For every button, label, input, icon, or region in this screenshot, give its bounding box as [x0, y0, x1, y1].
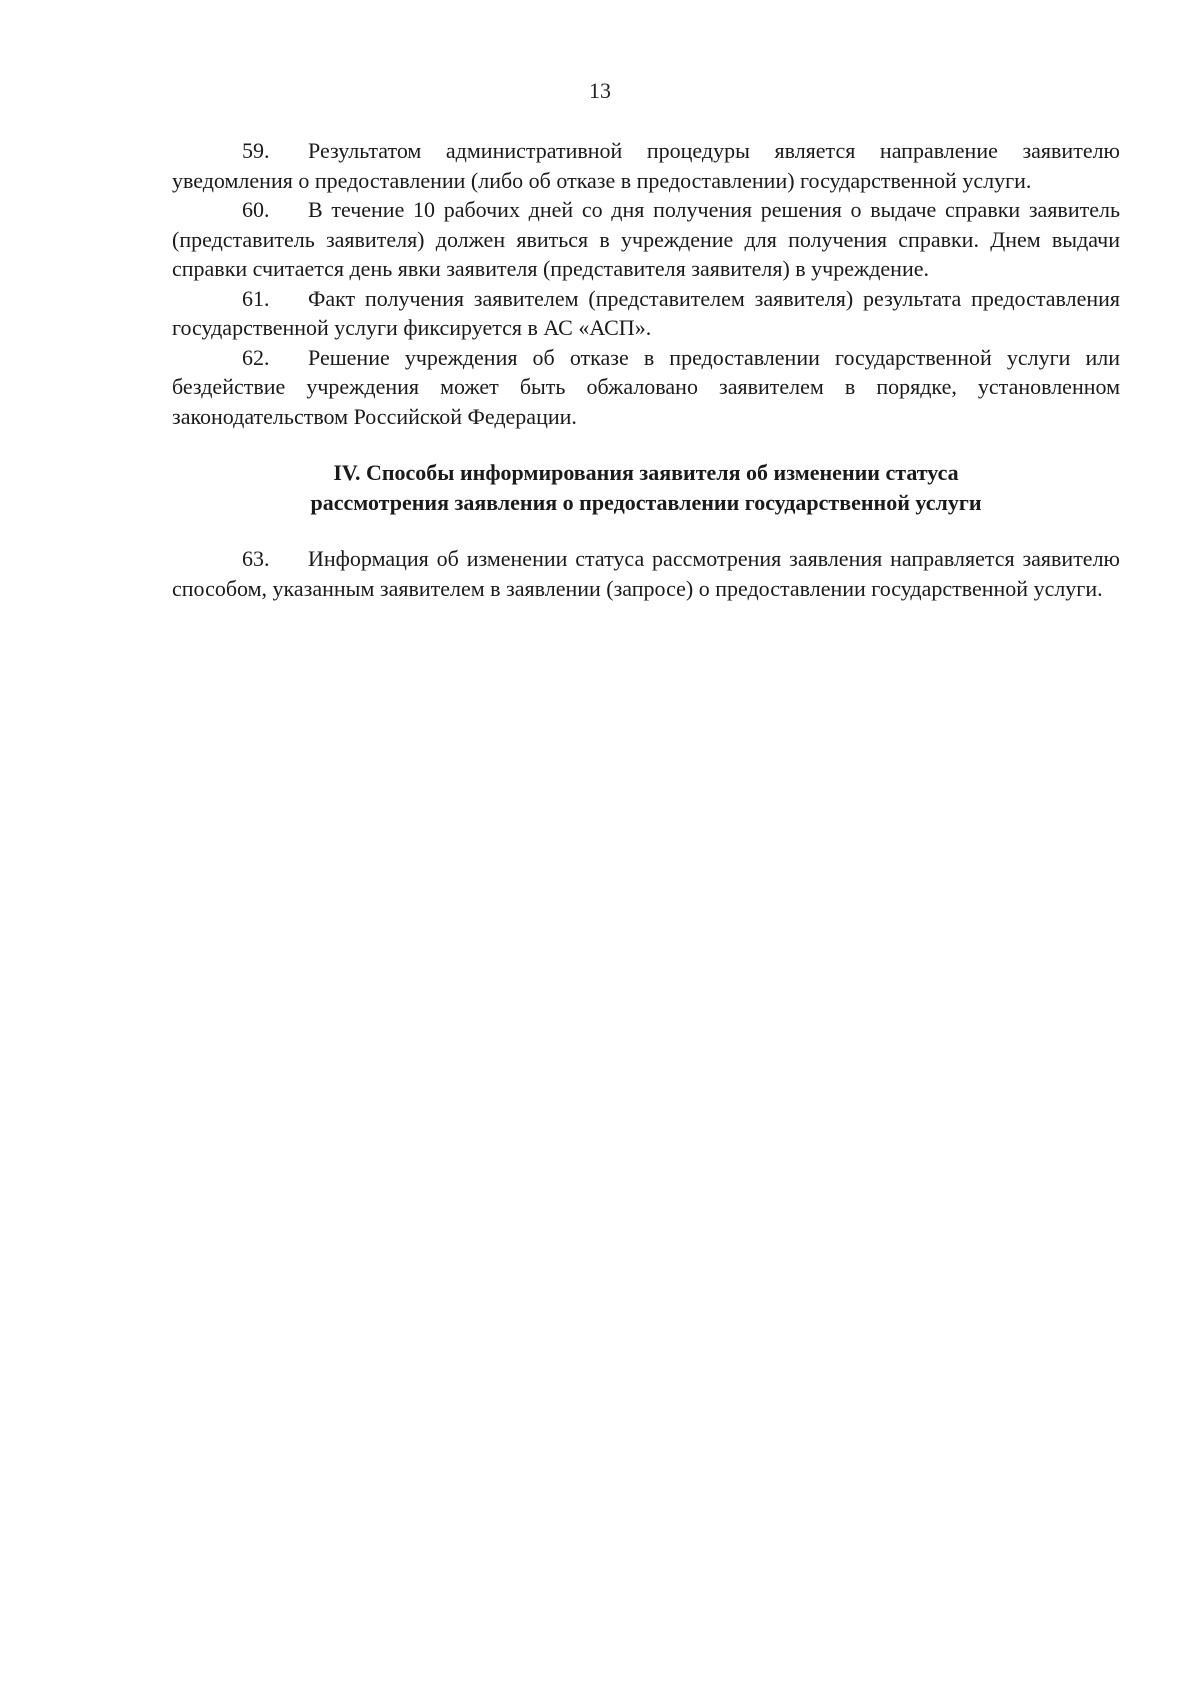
paragraph-number: 59.	[242, 138, 270, 163]
paragraph-text: Решение учреждения об отказе в предоставлении государственной услуги или бездействие учреждения может быть обжаловано заявителем в порядке, установленном законодательством Российской Федерации.	[172, 344, 1120, 429]
section-heading-line-1: IV. Способы информирования заявителя об изменении статуса	[333, 460, 959, 485]
paragraph-text: Результатом административной процедуры является направление заявителю уведомления о предоставлении (либо об отказе в предоставлении) государственной услуги.	[172, 138, 1120, 193]
page-number: 13	[589, 78, 611, 103]
paragraph-60	[172, 195, 1120, 284]
paragraph-62	[172, 343, 1120, 432]
paragraph-number: 62.	[242, 344, 270, 370]
paragraph-59	[172, 136, 1120, 195]
paragraph-63	[172, 544, 1120, 603]
section-heading	[172, 458, 1120, 518]
section-heading-line-2: рассмотрения заявления о предоставлении государственной услуги	[310, 490, 982, 515]
paragraph-number: 63.	[242, 546, 270, 571]
document-body	[172, 136, 1120, 603]
paragraph-text: Факт получения заявителем (представителем заявителя) результата предоставления государственной услуги фиксируется в АС «АСП».	[172, 285, 1120, 340]
paragraph-text: Информация об изменении статуса рассмотрения заявления направляется заявителю способом, указанным заявителем в заявлении (запросе) о предоставлении государственной услуги.	[172, 546, 1120, 601]
paragraph-number: 60.	[242, 197, 270, 222]
paragraph-number: 61.	[242, 285, 270, 311]
paragraph-text: В течение 10 рабочих дней со дня получения решения о выдаче справки заявитель (представитель заявителя) должен явиться в учреждение для получения справки. Днем выдачи справки считается день явки заявителя (представителя заявителя) в учреждение.	[172, 197, 1120, 281]
paragraph-61	[172, 284, 1120, 343]
